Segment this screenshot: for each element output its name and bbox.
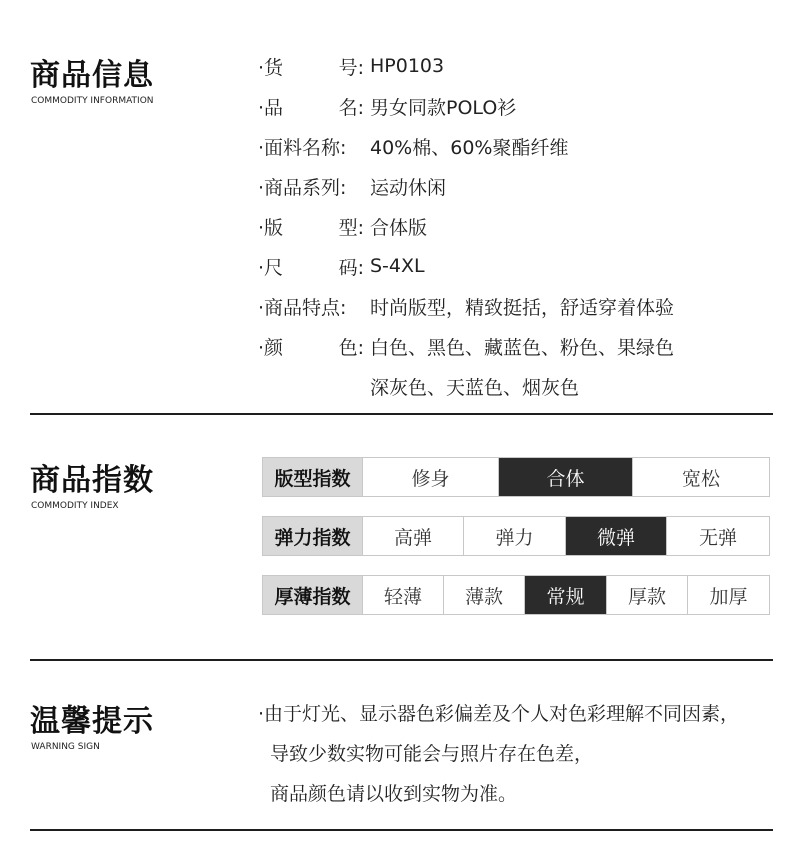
warning-line: ·由于灯光、显示器色彩偏差及个人对色彩理解不同因素， [258, 703, 740, 725]
warning-line: 商品颜色请以收到实物为准。 [270, 783, 518, 805]
info-label: ·尺 码: [258, 256, 364, 279]
info-section-title: 商品信息 [30, 58, 154, 93]
info-row-item-no [258, 46, 674, 86]
fit-option-slim: 修身 [363, 458, 499, 496]
stretch-option-slight: 微弹 [566, 517, 667, 555]
info-label: ·面料名称: [258, 136, 347, 159]
info-value: 合体版 [370, 216, 428, 239]
thickness-index-table [262, 575, 770, 615]
info-value: 时尚版型，精致挺括，舒适穿着体验 [370, 296, 675, 319]
stretch-index-head: 弹力指数 [263, 517, 363, 555]
divider [30, 829, 773, 831]
info-row-name [258, 86, 674, 126]
index-section-subtitle: COMMODITY INDEX [31, 501, 119, 511]
stretch-option-none: 无弹 [698, 526, 737, 549]
info-value: 运动休闲 [370, 176, 447, 199]
info-row-size [258, 246, 674, 286]
fit-index-table [262, 457, 770, 497]
info-row-features [258, 286, 674, 326]
info-label: ·商品特点: [258, 296, 347, 319]
info-row-fabric [258, 126, 674, 166]
info-value: 深灰色、天蓝色、烟灰色 [370, 376, 580, 399]
info-list [258, 46, 674, 406]
thickness-option-extra-thick: 加厚 [709, 585, 748, 608]
thickness-option-light: 薄款 [444, 576, 525, 614]
info-value: HP0103 [370, 55, 445, 77]
info-label: ·版 型: [258, 216, 364, 239]
info-row-fit [258, 206, 674, 246]
info-label: ·颜 色: [258, 336, 364, 359]
stretch-option-medium: 弹力 [464, 517, 566, 555]
divider [30, 413, 773, 415]
thickness-option-regular: 常规 [525, 576, 607, 614]
info-label: ·品 名: [258, 96, 364, 119]
warning-section-title: 温馨提示 [30, 704, 154, 739]
info-value: S-4XL [370, 255, 425, 277]
warning-section-subtitle: WARNING SIGN [31, 742, 100, 752]
info-value: 男女同款POLO衫 [370, 96, 517, 119]
info-value: 40%棉、60%聚酯纤维 [370, 136, 569, 159]
info-row-color [258, 326, 674, 366]
info-section-subtitle: COMMODITY INFORMATION [31, 96, 154, 106]
warning-line: 导致少数实物可能会与照片存在色差， [270, 743, 594, 765]
info-row-color-cont [258, 366, 674, 406]
fit-index-head: 版型指数 [263, 458, 363, 496]
info-row-series [258, 166, 674, 206]
thickness-option-thin: 轻薄 [363, 576, 444, 614]
fit-option-loose: 宽松 [681, 467, 720, 490]
stretch-index-table [262, 516, 770, 556]
info-label: ·货 号: [258, 56, 364, 79]
stretch-option-high: 高弹 [363, 517, 464, 555]
thickness-index-head: 厚薄指数 [263, 576, 363, 614]
index-section-title: 商品指数 [30, 463, 154, 498]
thickness-option-thick: 厚款 [607, 576, 688, 614]
warning-text [258, 698, 739, 818]
divider [30, 659, 773, 661]
fit-option-regular: 合体 [499, 458, 633, 496]
info-value: 白色、黑色、藏蓝色、粉色、果绿色 [370, 336, 675, 359]
info-label: ·商品系列: [258, 176, 347, 199]
